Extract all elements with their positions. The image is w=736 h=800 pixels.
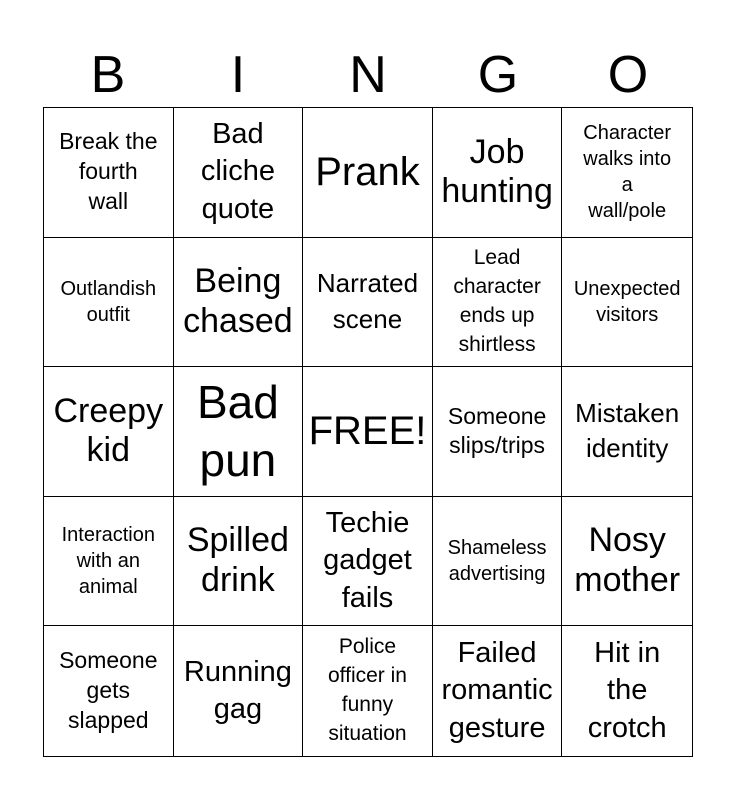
bingo-cell[interactable] xyxy=(562,626,692,756)
bingo-cell[interactable] xyxy=(174,367,304,497)
cell-text: Character walks into a wall/pole xyxy=(583,121,672,223)
cell-text: Prank xyxy=(315,150,420,195)
cell-text: Creepy kid xyxy=(53,391,164,470)
bingo-cell[interactable] xyxy=(44,367,174,497)
bingo-cell[interactable] xyxy=(303,367,433,497)
bingo-cell[interactable] xyxy=(562,238,692,368)
bingo-cell[interactable] xyxy=(562,108,692,238)
bingo-cell[interactable] xyxy=(433,367,563,497)
cell-text: Lead character ends up shirtless xyxy=(453,245,541,356)
bingo-cell[interactable] xyxy=(44,626,174,756)
bingo-cell[interactable] xyxy=(433,108,563,238)
bingo-cell[interactable] xyxy=(433,497,563,627)
cell-text: Hit in the crotch xyxy=(587,636,667,745)
bingo-cell[interactable] xyxy=(562,367,692,497)
cell-text: Running gag xyxy=(183,655,292,726)
cell-text: Someone gets slapped xyxy=(59,647,158,734)
cell-text: Job hunting xyxy=(441,132,553,211)
bingo-cell[interactable] xyxy=(174,108,304,238)
bingo-cell[interactable] xyxy=(562,497,692,627)
bingo-cell[interactable] xyxy=(303,626,433,756)
cell-text: Failed romantic gesture xyxy=(441,636,553,745)
cell-text: Narrated scene xyxy=(316,268,419,334)
cell-text: Bad pun xyxy=(196,375,279,487)
cell-text: Spilled drink xyxy=(186,521,289,600)
bingo-cell[interactable] xyxy=(303,108,433,238)
cell-text: FREE! xyxy=(308,409,427,454)
cell-text: Mistaken identity xyxy=(575,397,680,464)
bingo-cell[interactable] xyxy=(433,238,563,368)
bingo-cell[interactable] xyxy=(44,238,174,368)
header-letter-b: B xyxy=(90,46,126,104)
bingo-cell[interactable] xyxy=(303,497,433,627)
header-letter-o: O xyxy=(607,46,649,104)
bingo-cell[interactable] xyxy=(433,626,563,756)
cell-text: Someone slips/trips xyxy=(447,402,547,459)
cell-text: Shameless advertising xyxy=(447,536,547,586)
bingo-board xyxy=(43,107,693,757)
bingo-cell[interactable] xyxy=(44,497,174,627)
bingo-cell[interactable] xyxy=(303,238,433,368)
bingo-cell[interactable] xyxy=(174,626,304,756)
bingo-cell[interactable] xyxy=(174,238,304,368)
cell-text: Being chased xyxy=(183,262,293,340)
cell-text: Unexpected visitors xyxy=(573,277,681,326)
cell-text: Interaction with an animal xyxy=(61,523,155,599)
header-letter-i: I xyxy=(230,46,246,104)
cell-text: Techie gadget fails xyxy=(323,506,412,614)
header-letter-n: N xyxy=(349,46,387,104)
header-letter-g: G xyxy=(477,46,519,104)
bingo-cell[interactable] xyxy=(44,108,174,238)
bingo-cell[interactable] xyxy=(174,497,304,627)
cell-text: Police officer in funny situation xyxy=(327,635,407,746)
cell-text: Bad cliche quote xyxy=(200,117,275,226)
bingo-header xyxy=(43,44,693,106)
cell-text: Outlandish outfit xyxy=(60,277,157,326)
cell-text: Break the fourth wall xyxy=(59,128,158,215)
cell-text: Nosy mother xyxy=(574,521,681,600)
